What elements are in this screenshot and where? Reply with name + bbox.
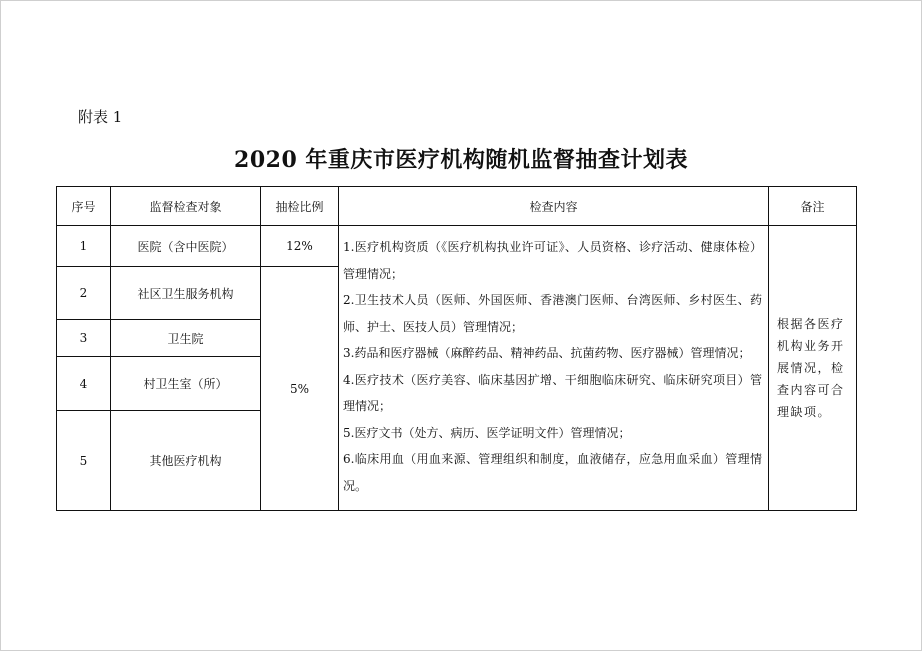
inspection-content-cell: [339, 226, 769, 511]
document-title: 2020 年重庆市医疗机构随机监督抽查计划表: [234, 147, 688, 173]
content-item: 6.临床用血（用血来源、管理组织和制度，血液储存，应急用血采血）管理情况。: [343, 452, 762, 493]
attachment-label: 附表 1: [78, 108, 123, 126]
shared-ratio: 5%: [261, 267, 339, 511]
row-no: 5: [57, 411, 111, 511]
header-remark: 备注: [769, 187, 857, 226]
header-no: 序号: [57, 187, 111, 226]
content-item: 4.医疗技术（医疗美容、临床基因扩增、干细胞临床研究、临床研究项目）管理情况；: [343, 372, 762, 413]
table-header-row: [57, 187, 857, 226]
row-target: 卫生院: [111, 320, 261, 357]
header-content: 检查内容: [339, 187, 769, 226]
remark-cell: 根据各医疗机构业务开展情况，检查内容可合理缺项。: [769, 226, 857, 511]
content-item: 2.卫生技术人员（医师、外国医师、香港澳门医师、台湾医师、乡村医生、药师、护士、医技人员）管理情况；: [343, 293, 762, 334]
row-target: 社区卫生服务机构: [111, 267, 261, 320]
content-item: 3.药品和医疗器械（麻醉药品、精神药品、抗菌药物、医疗器械）管理情况；: [343, 346, 751, 360]
row-target: 医院（含中医院）: [111, 226, 261, 267]
header-target: 监督检查对象: [111, 187, 261, 226]
content-item: 5.医疗文书（处方、病历、医学证明文件）管理情况；: [343, 425, 631, 440]
row-no: 4: [57, 357, 111, 411]
row-target: 其他医疗机构: [111, 411, 261, 511]
content-item: 1.医疗机构资质（《医疗机构执业许可证》、人员资格、诊疗活动、健康体检）管理情况；: [343, 240, 762, 281]
table-row: [57, 226, 857, 267]
row-no: 3: [57, 320, 111, 357]
row-ratio: 12%: [261, 226, 339, 267]
header-ratio: 抽检比例: [261, 187, 339, 226]
row-no: 2: [57, 267, 111, 320]
row-target: 村卫生室（所）: [111, 357, 261, 411]
inspection-plan-table: [56, 186, 857, 511]
row-no: 1: [57, 226, 111, 267]
